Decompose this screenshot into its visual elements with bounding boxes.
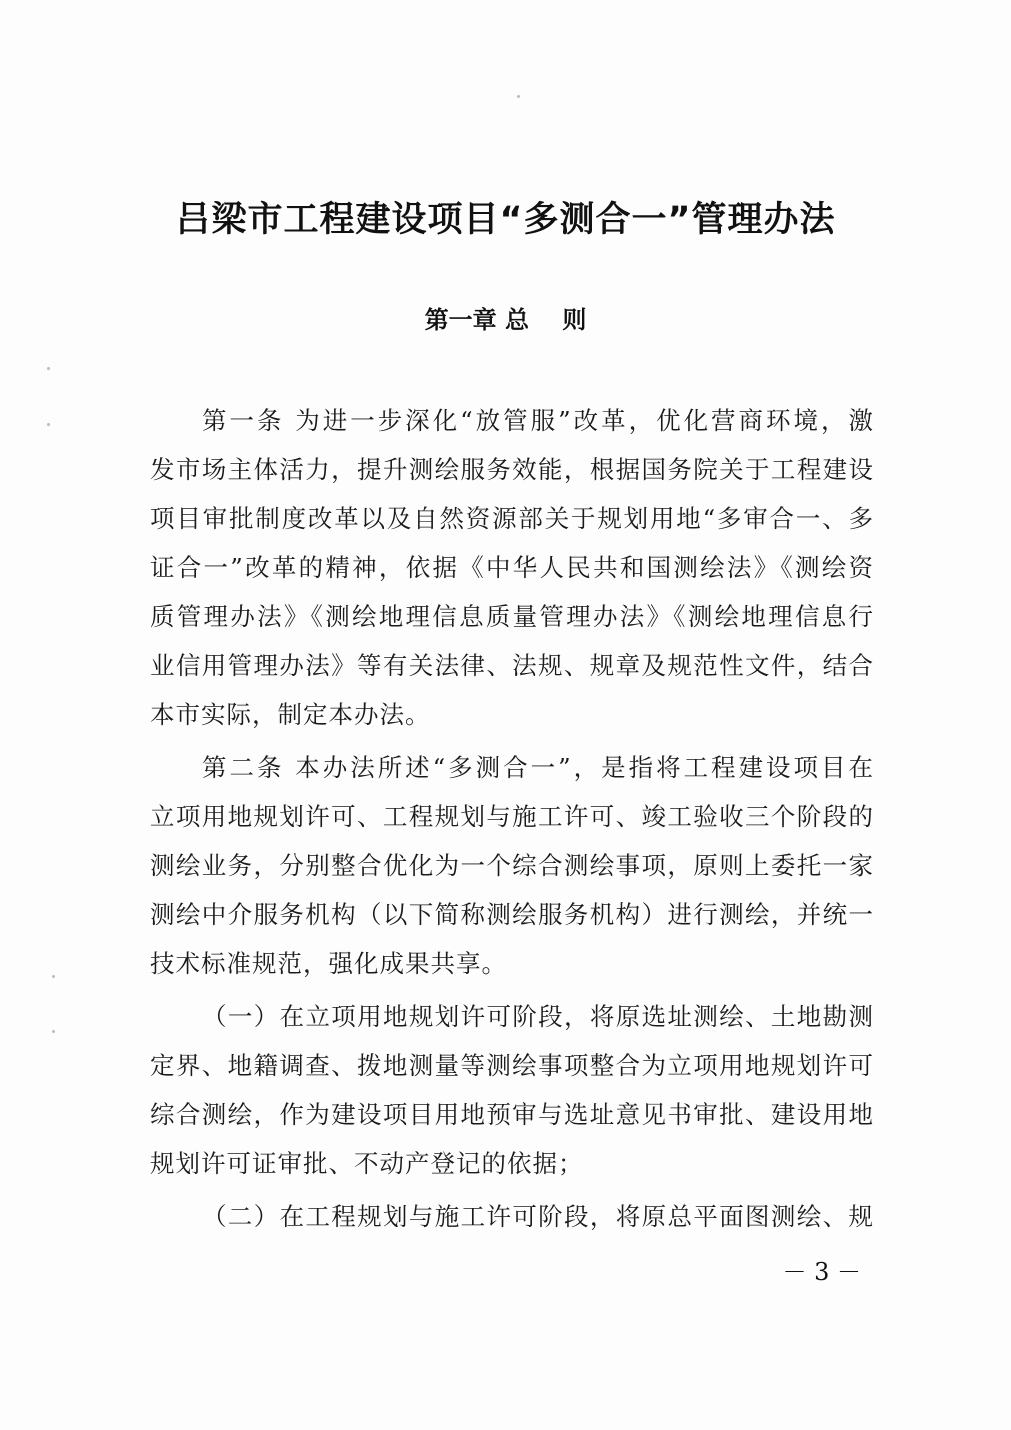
text-line: （二）在工程规划与施工许可阶段，将原总平面图测绘、规: [202, 1202, 874, 1231]
document-title: 吕梁市工程建设项目“多测合一”管理办法: [175, 200, 836, 240]
text-line: 第二条 本办法所述“多测合一”，是指将工程建设项目在: [202, 753, 874, 782]
clause-2: [150, 1192, 874, 1241]
scan-speck: [52, 1030, 55, 1033]
text-line: 本市实际，制定本办法。: [150, 700, 431, 729]
page-number: － 3 －: [782, 1258, 861, 1286]
scan-speck: [47, 367, 50, 370]
text-line: 证合一”改革的精神，依据《中华人民共和国测绘法》《测绘资: [150, 553, 874, 582]
document-body: [150, 396, 874, 1241]
text-line: 测绘业务，分别整合优化为一个综合测绘事项，原则上委托一家: [150, 851, 874, 880]
text-line: 立项用地规划许可、工程规划与施工许可、竣工验收三个阶段的: [150, 802, 874, 831]
scan-speck: [517, 95, 520, 98]
text-line: 第一条 为进一步深化“放管服”改革，优化营商环境，激: [202, 406, 874, 435]
text-line: 规划许可证审批、不动产登记的依据；: [150, 1149, 584, 1178]
text-line: 技术标准规范，强化成果共享。: [150, 949, 507, 978]
text-line: 发市场主体活力，提升测绘服务效能，根据国务院关于工程建设: [150, 455, 874, 484]
text-line: 测绘中介服务机构（以下简称测绘服务机构）进行测绘，并统一: [150, 900, 874, 929]
text-line: 业信用管理办法》等有关法律、法规、规章及规范性文件，结合: [150, 651, 874, 680]
article-2: [150, 743, 874, 988]
scan-speck: [52, 975, 55, 978]
text-line: 定界、地籍调查、拨地测量等测绘事项整合为立项用地规划许可: [150, 1051, 874, 1080]
text-line: （一）在立项用地规划许可阶段，将原选址测绘、土地勘测: [202, 1002, 874, 1031]
text-line: 质管理办法》《测绘地理信息质量管理办法》《测绘地理信息行: [150, 602, 874, 631]
clause-1: [150, 992, 874, 1188]
chapter-heading: 第一章 总 则: [424, 306, 587, 334]
article-1: [150, 396, 874, 739]
text-line: 项目审批制度改革以及自然资源部关于规划用地“多审合一、多: [150, 504, 874, 533]
text-line: 综合测绘，作为建设项目用地预审与选址意见书审批、建设用地: [150, 1100, 874, 1129]
scan-speck: [47, 423, 50, 426]
